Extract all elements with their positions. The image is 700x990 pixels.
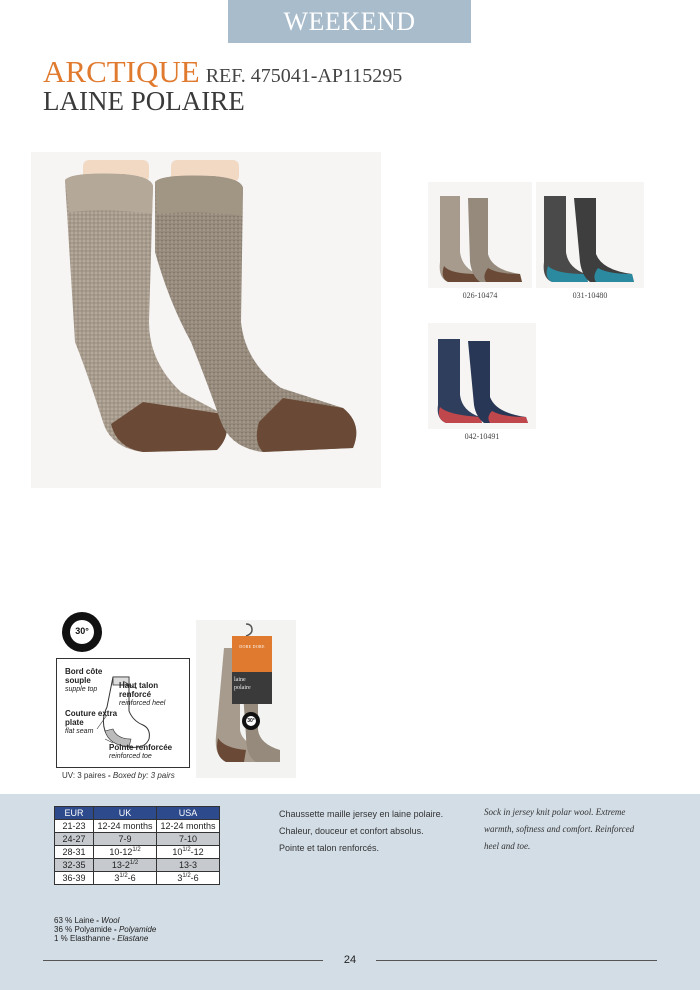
packaging-wash-icon: 30° (242, 712, 260, 730)
feature-label-top: Bord côte souple supple top (65, 667, 103, 693)
product-name: ARCTIQUE (43, 54, 200, 89)
product-title (43, 54, 402, 90)
variant-photo-3 (428, 323, 536, 429)
composition-list (54, 916, 156, 943)
table-cell: $3^{1/2}-6$ (157, 872, 220, 885)
table-cell: 28-31 (55, 846, 94, 859)
packaging-label: laine polaire (232, 672, 272, 704)
column-usa: USA (157, 807, 220, 820)
product-ref: REF. 475041-AP115295 (205, 65, 403, 87)
variant-code-1: 026-10474 (462, 291, 498, 300)
description-english: Sock in jersey knit polar wool. Extreme warmth, softness and comfort. Reinforced heel and toe. (484, 807, 635, 851)
size-table-header (55, 807, 220, 820)
sock-features-diagram (56, 658, 190, 768)
table-cell: 12-24 months (157, 820, 220, 833)
table-row (55, 859, 220, 872)
table-cell: 21-23 (55, 820, 94, 833)
product-subtitle: LAINE POLAIRE (43, 86, 245, 116)
description-french: Chaussette maille jersey en laine polaire. Chaleur, douceur et confort absolus. Pointe et talon renforcés. (279, 809, 444, 853)
table-cell: 36-39 (55, 872, 94, 885)
footer-divider-left (43, 960, 323, 961)
table-cell: 32-35 (55, 859, 94, 872)
section-banner: WEEKEND (228, 0, 471, 43)
feature-label-seam: Couture extra plate flat seam (65, 709, 118, 735)
table-row (55, 820, 220, 833)
table-cell: 24-27 (55, 833, 94, 846)
composition-item: 1 % Elasthanne - Elastane (54, 934, 149, 943)
wash-30-icon (62, 612, 102, 652)
column-uk: UK (94, 807, 157, 820)
page-number: 24 (343, 954, 357, 966)
wash-temperature: 30° (70, 620, 94, 644)
table-row (55, 846, 220, 859)
table-cell: 12-24 months (94, 820, 157, 833)
footer-divider-right (376, 960, 657, 961)
table-row (55, 872, 220, 885)
table-cell: 13-3 (157, 859, 220, 872)
variant-code-2: 031-10480 (572, 291, 608, 300)
table-cell: $10-12^{1/2}$ (94, 846, 157, 859)
feature-label-heel: Haut talon renforcé reinforced heel (119, 681, 166, 707)
packaging-photo (196, 620, 296, 778)
variant-photo-2 (536, 182, 644, 288)
composition-item: 36 % Polyamide - Polyamide (54, 925, 157, 934)
main-product-photo (31, 152, 381, 488)
size-table (54, 806, 220, 885)
column-eur: EUR (55, 807, 94, 820)
variant-photo-1 (428, 182, 532, 288)
table-cell: 7-9 (94, 833, 157, 846)
table-cell: 7-10 (157, 833, 220, 846)
feature-label-toe: Pointe renforcée reinforced toe (109, 743, 173, 760)
table-row (55, 833, 220, 846)
table-cell: $13-2^{1/2}$ (94, 859, 157, 872)
packaging-brand: DORE DORE (239, 644, 265, 649)
packaging-info: UV: 3 paires - Boxed by: 3 pairs (62, 771, 175, 780)
table-cell: $10^{1/2}-12$ (157, 846, 220, 859)
table-cell: $3^{1/2}-6$ (94, 872, 157, 885)
variant-code-3: 042-10491 (464, 432, 500, 441)
composition-item: 63 % Laine - Wool (54, 916, 120, 925)
